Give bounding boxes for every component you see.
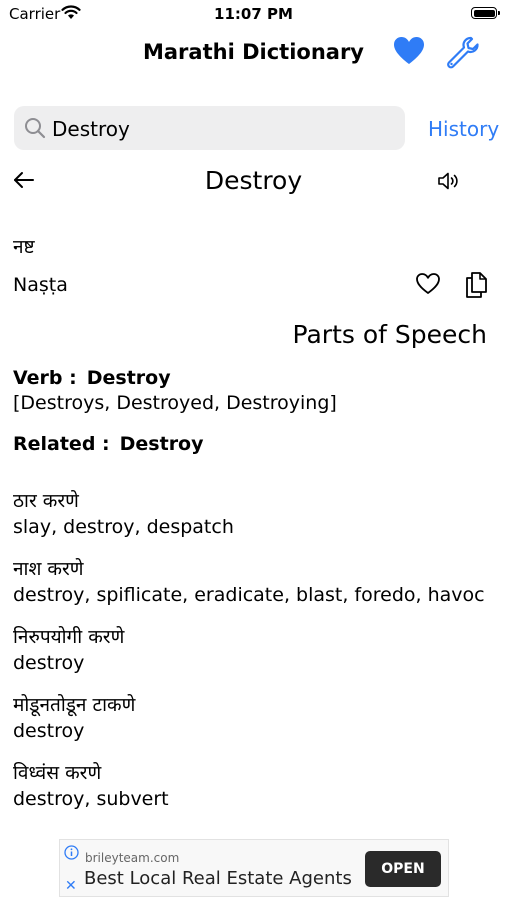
meaning-marathi: निरुपयोगी करणे <box>13 626 125 648</box>
verb-word: Destroy <box>86 367 171 389</box>
meaning-marathi: ठार करणे <box>13 490 79 512</box>
meaning-item <box>13 760 169 812</box>
search-field[interactable] <box>14 106 405 150</box>
status-time: 11:07 PM <box>214 5 293 23</box>
ad-info-icon[interactable] <box>64 845 79 864</box>
meaning-item <box>13 624 124 676</box>
meaning-english: destroy, spiflicate, eradicate, blast, foredo, havoc <box>13 584 485 606</box>
related-word: Destroy <box>119 433 204 455</box>
related-label: Related : <box>13 433 110 455</box>
related-line <box>13 433 204 455</box>
favorite-heart-outline-icon[interactable] <box>415 272 441 300</box>
meaning-item <box>13 488 234 540</box>
status-bar <box>0 0 507 28</box>
carrier-label: Carrier <box>9 5 61 23</box>
marathi-word: नष्ट <box>13 236 35 258</box>
meaning-marathi: विध्वंस करणे <box>13 762 102 784</box>
meaning-marathi: नाश करणे <box>13 558 84 580</box>
meaning-english: destroy <box>13 652 85 674</box>
ad-headline[interactable]: Best Local Real Estate Agents <box>84 868 352 889</box>
copy-icon[interactable] <box>463 270 489 304</box>
ad-banner[interactable] <box>59 839 449 897</box>
search-input-value[interactable]: Destroy <box>52 117 130 141</box>
meaning-item <box>13 556 485 608</box>
speaker-icon[interactable] <box>436 169 462 197</box>
verb-forms: [Destroys, Destroyed, Destroying] <box>13 392 337 414</box>
parts-of-speech-heading: Parts of Speech <box>292 320 487 349</box>
ad-open-button[interactable]: OPEN <box>365 851 441 887</box>
transliteration: Naṣṭa <box>13 274 68 296</box>
favorites-heart-icon[interactable] <box>393 36 425 68</box>
meaning-marathi: मोडूनतोडून टाकणे <box>13 694 136 716</box>
ad-close-icon[interactable]: ✕ <box>65 878 77 894</box>
search-icon <box>24 117 46 143</box>
ad-domain: brileyteam.com <box>85 851 180 865</box>
meaning-english: destroy <box>13 720 85 742</box>
verb-line <box>13 367 171 389</box>
settings-wrench-icon[interactable] <box>444 34 480 70</box>
battery-icon <box>471 7 497 19</box>
meaning-english: destroy, subvert <box>13 788 169 810</box>
word-title: Destroy <box>204 166 303 195</box>
nav-title: Marathi Dictionary <box>142 40 364 64</box>
history-button[interactable]: History <box>428 117 500 141</box>
meaning-item <box>13 692 135 744</box>
verb-label: Verb : <box>13 367 77 389</box>
meaning-english: slay, destroy, despatch <box>13 516 234 538</box>
